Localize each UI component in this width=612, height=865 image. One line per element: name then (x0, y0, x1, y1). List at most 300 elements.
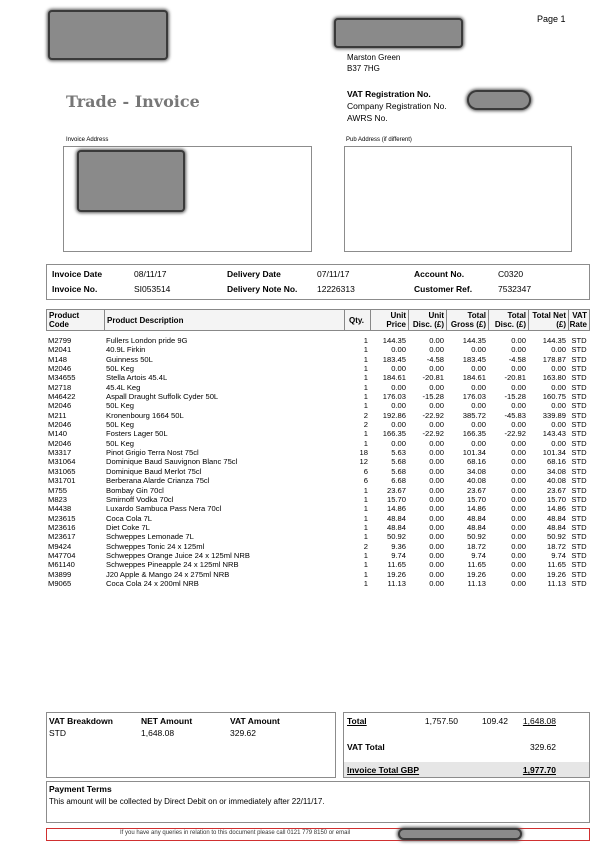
item-total-gross: 9.74 (471, 550, 486, 560)
item-qty: 1 (363, 429, 368, 439)
item-qty: 1 (363, 532, 368, 542)
table-row (46, 411, 590, 420)
payment-terms-text: This amount will be collected by Direct Debit on or immediately after 22/11/17. (49, 797, 325, 806)
item-qty: 1 (363, 382, 368, 392)
item-code: M3899 (48, 569, 72, 579)
item-unit-disc: 0.00 (429, 364, 444, 374)
item-vat-rate: STD (571, 410, 587, 420)
item-total-net: 14.86 (546, 504, 566, 514)
header-total-gross: Total Gross (£) (447, 310, 489, 330)
item-qty: 1 (363, 522, 368, 532)
item-description: 45.4L Keg (106, 382, 141, 392)
item-total-net: 160.75 (542, 392, 566, 402)
item-unit-disc: 0.00 (429, 494, 444, 504)
item-total-gross: 15.70 (466, 494, 486, 504)
invoice-no-value: SI053514 (134, 284, 171, 294)
item-total-disc: 0.00 (511, 494, 526, 504)
vat-breakdown-vat: 329.62 (230, 728, 256, 738)
table-row (46, 383, 590, 392)
invoice-total-label: Invoice Total GBP (347, 765, 420, 775)
item-total-net: 15.70 (546, 494, 566, 504)
item-description: Schweppes Tonic 24 x 125ml (106, 541, 205, 551)
item-total-gross: 48.84 (466, 513, 486, 523)
item-total-net: 144.35 (542, 336, 566, 345)
item-total-gross: 0.00 (471, 382, 486, 392)
item-vat-rate: STD (571, 420, 587, 430)
item-total-gross: 183.45 (462, 354, 486, 364)
item-vat-rate: STD (571, 504, 587, 514)
item-total-gross: 14.86 (466, 504, 486, 514)
item-qty: 1 (363, 550, 368, 560)
item-description: Stella Artois 45.4L (106, 373, 168, 383)
item-total-disc: -4.58 (508, 354, 526, 364)
item-qty: 1 (363, 336, 368, 345)
item-code: M3317 (48, 448, 72, 458)
table-row (46, 336, 590, 345)
item-qty: 2 (363, 541, 368, 551)
item-total-net: 0.00 (551, 345, 566, 355)
item-unit-disc: -15.28 (422, 392, 444, 402)
item-code: M31064 (48, 457, 76, 467)
item-vat-rate: STD (571, 578, 587, 588)
item-code: M2046 (48, 401, 72, 411)
item-unit-price: 9.74 (391, 550, 406, 560)
item-total-net: 0.00 (551, 420, 566, 430)
invoice-date-label: Invoice Date (52, 269, 103, 279)
item-code: M9424 (48, 541, 72, 551)
vat-registration-label: VAT Registration No. (347, 89, 431, 99)
footer-query-text: If you have any queries in relation to this document please call 0121 779 8150 or email (120, 830, 351, 836)
item-total-disc: 0.00 (511, 569, 526, 579)
item-total-disc: -15.28 (504, 392, 526, 402)
item-total-disc: 0.00 (511, 448, 526, 458)
items-header (46, 309, 590, 331)
document-title: Trade - Invoice (66, 92, 200, 111)
header-product-code: Product Code (47, 310, 105, 330)
item-unit-price: 9.36 (391, 541, 406, 551)
item-unit-disc: 0.00 (429, 420, 444, 430)
item-vat-rate: STD (571, 476, 587, 486)
item-total-disc: 0.00 (511, 522, 526, 532)
item-total-gross: 40.08 (466, 476, 486, 486)
item-qty: 1 (363, 485, 368, 495)
vat-breakdown-label: VAT Breakdown (49, 716, 113, 726)
item-unit-price: 48.84 (386, 513, 406, 523)
invoice-total-value: 1,977.70 (522, 765, 556, 775)
vat-total-label: VAT Total (347, 742, 385, 752)
item-qty: 1 (363, 569, 368, 579)
item-code: M2718 (48, 382, 72, 392)
item-total-disc: 0.00 (511, 336, 526, 345)
item-unit-price: 0.00 (391, 438, 406, 448)
delivery-date-label: Delivery Date (227, 269, 281, 279)
item-description: Dominique Baud Sauvignon Blanc 75cl (106, 457, 238, 467)
item-total-net: 34.08 (546, 466, 566, 476)
account-no-value: C0320 (498, 269, 524, 279)
table-row (46, 392, 590, 401)
item-total-disc: 0.00 (511, 560, 526, 570)
item-unit-disc: 0.00 (429, 485, 444, 495)
item-total-disc: -45.83 (504, 410, 526, 420)
header-vat-rate: VAT Rate (569, 311, 587, 329)
invoice-date-value: 08/11/17 (134, 269, 167, 279)
table-row (46, 504, 590, 513)
vat-amount-label: VAT Amount (230, 716, 280, 726)
delivery-date-value: 07/11/17 (317, 269, 350, 279)
item-unit-disc: -22.92 (422, 429, 444, 439)
item-vat-rate: STD (571, 522, 587, 532)
item-description: Coca Cola 24 x 200ml NRB (106, 578, 199, 588)
item-unit-price: 166.35 (382, 429, 406, 439)
item-unit-price: 19.26 (386, 569, 406, 579)
item-unit-disc: 0.00 (429, 532, 444, 542)
item-unit-price: 11.65 (387, 560, 406, 570)
item-unit-disc: 0.00 (429, 569, 444, 579)
item-unit-price: 50.92 (386, 532, 406, 542)
item-vat-rate: STD (571, 438, 587, 448)
item-description: Dominique Baud Merlot 75cl (106, 466, 202, 476)
item-total-net: 68.16 (546, 457, 566, 467)
item-unit-disc: 0.00 (429, 345, 444, 355)
table-row (46, 373, 590, 382)
header-unit-price: Unit Price (371, 310, 409, 330)
redacted-invoice-address (79, 152, 183, 210)
item-description: Kronenbourg 1664 50L (106, 410, 184, 420)
item-description: Schweppes Lemonade 7L (106, 532, 194, 542)
item-description: Diet Coke 7L (106, 522, 150, 532)
item-unit-price: 144.35 (382, 336, 406, 345)
item-unit-price: 6.68 (391, 476, 406, 486)
item-description: Coca Cola 7L (106, 513, 153, 523)
table-row (46, 448, 590, 457)
item-qty: 12 (359, 457, 368, 467)
pub-address-label: Pub Address (if different) (346, 137, 412, 143)
item-code: M61140 (48, 560, 75, 570)
item-unit-price: 0.00 (391, 401, 406, 411)
item-unit-price: 23.67 (386, 485, 406, 495)
item-code: M47704 (48, 550, 76, 560)
total-disc: 109.42 (482, 716, 508, 726)
item-unit-disc: 0.00 (429, 382, 444, 392)
table-row (46, 570, 590, 579)
customer-ref-label: Customer Ref. (414, 284, 473, 294)
item-unit-price: 176.03 (382, 392, 406, 402)
item-description: Schweppes Pineapple 24 x 125ml NRB (106, 560, 239, 570)
total-net: 1,648.08 (522, 716, 556, 726)
item-description: 40.9L Firkin (106, 345, 146, 355)
item-unit-price: 5.68 (391, 466, 406, 476)
item-code: M2046 (48, 438, 72, 448)
item-qty: 2 (363, 410, 368, 420)
item-qty: 1 (363, 504, 368, 514)
item-unit-disc: -22.92 (422, 410, 444, 420)
vat-breakdown-net: 1,648.08 (141, 728, 175, 738)
item-unit-price: 15.70 (386, 494, 406, 504)
item-description: Pinot Grigio Terra Nost 75cl (106, 448, 199, 458)
table-row (46, 542, 590, 551)
item-qty: 1 (363, 438, 368, 448)
item-vat-rate: STD (571, 513, 587, 523)
item-unit-price: 11.13 (387, 578, 406, 588)
item-total-net: 143.43 (542, 429, 566, 439)
vat-breakdown-code: STD (49, 728, 66, 738)
header-total-net: Total Net (£) (529, 310, 569, 330)
item-unit-disc: 0.00 (429, 578, 444, 588)
item-total-disc: -20.81 (504, 373, 526, 383)
invoice-address-label: Invoice Address (66, 137, 109, 143)
item-total-net: 0.00 (551, 364, 566, 374)
item-total-net: 178.87 (542, 354, 566, 364)
item-vat-rate: STD (571, 541, 587, 551)
item-total-gross: 18.72 (466, 541, 486, 551)
item-vat-rate: STD (571, 336, 587, 345)
item-vat-rate: STD (571, 457, 587, 467)
item-unit-disc: 0.00 (429, 513, 444, 523)
item-unit-price: 192.86 (382, 410, 406, 420)
item-code: M2799 (48, 336, 72, 345)
item-unit-disc: 0.00 (429, 541, 444, 551)
item-description: Smirnoff Vodka 70cl (106, 494, 174, 504)
item-vat-rate: STD (571, 401, 587, 411)
item-code: M2046 (48, 364, 72, 374)
item-unit-price: 0.00 (391, 364, 406, 374)
item-description: 50L Keg (106, 364, 135, 374)
item-total-disc: 0.00 (511, 504, 526, 514)
vat-total-value: 329.62 (530, 742, 556, 752)
delivery-note-label: Delivery Note No. (227, 284, 298, 294)
item-vat-rate: STD (571, 550, 587, 560)
item-qty: 1 (363, 392, 368, 402)
item-vat-rate: STD (571, 354, 587, 364)
item-unit-disc: -4.58 (426, 354, 444, 364)
item-total-disc: -22.92 (504, 429, 526, 439)
item-qty: 6 (363, 466, 368, 476)
item-unit-price: 0.00 (391, 382, 406, 392)
item-total-net: 11.65 (547, 560, 566, 570)
item-vat-rate: STD (571, 494, 587, 504)
item-unit-price: 0.00 (391, 345, 406, 355)
table-row (46, 560, 590, 569)
item-description: Fosters Lager 50L (106, 429, 168, 439)
table-row (46, 345, 590, 354)
item-qty: 1 (363, 560, 368, 570)
item-vat-rate: STD (571, 382, 587, 392)
item-unit-price: 5.63 (391, 448, 406, 458)
item-qty: 1 (363, 364, 368, 374)
item-unit-price: 14.86 (386, 504, 406, 514)
item-vat-rate: STD (571, 429, 587, 439)
item-code: M148 (48, 354, 67, 364)
item-code: M9065 (48, 578, 72, 588)
header-product-description: Product Description (105, 310, 345, 330)
item-total-gross: 0.00 (471, 438, 486, 448)
item-unit-disc: 0.00 (429, 476, 444, 486)
table-row (46, 476, 590, 485)
total-gross: 1,757.50 (424, 716, 458, 726)
table-row (46, 401, 590, 410)
item-description: 50L Keg (106, 401, 135, 411)
table-row (46, 579, 590, 588)
page-number: Page 1 (537, 14, 566, 24)
table-row (46, 495, 590, 504)
table-row (46, 439, 590, 448)
item-description: J20 Apple & Mango 24 x 275ml NRB (106, 569, 230, 579)
item-total-gross: 101.34 (462, 448, 486, 458)
item-unit-disc: -20.81 (422, 373, 444, 383)
item-unit-price: 0.00 (391, 420, 406, 430)
item-qty: 1 (363, 345, 368, 355)
item-qty: 6 (363, 476, 368, 486)
item-code: M4438 (48, 504, 72, 514)
item-total-gross: 0.00 (471, 420, 486, 430)
item-vat-rate: STD (571, 373, 587, 383)
item-qty: 1 (363, 494, 368, 504)
item-total-disc: 0.00 (511, 438, 526, 448)
item-code: M31701 (48, 476, 76, 486)
invoice-no-label: Invoice No. (52, 284, 98, 294)
item-description: Berberana Alarde Crianza 75cl (106, 476, 210, 486)
item-total-gross: 50.92 (466, 532, 486, 542)
delivery-note-value: 12226313 (317, 284, 355, 294)
item-total-net: 0.00 (551, 401, 566, 411)
item-qty: 18 (359, 448, 368, 458)
item-unit-price: 5.68 (391, 457, 406, 467)
item-code: M2041 (48, 345, 72, 355)
item-total-disc: 0.00 (511, 382, 526, 392)
pub-address-box (344, 146, 572, 252)
item-unit-disc: 0.00 (429, 522, 444, 532)
customer-ref-value: 7532347 (498, 284, 532, 294)
item-code: M23617 (48, 532, 76, 542)
header-total-disc: Total Disc. (£) (489, 310, 529, 330)
company-address-line-2: B37 7HG (347, 64, 380, 73)
item-total-net: 19.26 (546, 569, 566, 579)
item-total-gross: 23.67 (466, 485, 486, 495)
table-row (46, 364, 590, 373)
item-total-gross: 19.26 (466, 569, 486, 579)
item-total-net: 101.34 (542, 448, 566, 458)
company-registration-label: Company Registration No. (347, 101, 447, 111)
item-total-net: 40.08 (546, 476, 566, 486)
item-total-gross: 144.35 (462, 336, 486, 345)
item-code: M46422 (48, 392, 76, 402)
item-total-net: 48.84 (546, 513, 566, 523)
item-vat-rate: STD (571, 466, 587, 476)
item-total-gross: 385.72 (462, 410, 486, 420)
item-description: 50L Keg (106, 420, 135, 430)
table-row (46, 486, 590, 495)
item-total-gross: 166.35 (462, 429, 486, 439)
redacted-logo (50, 12, 166, 58)
table-row (46, 429, 590, 438)
redacted-registration-numbers (469, 92, 529, 108)
item-unit-disc: 0.00 (429, 438, 444, 448)
item-unit-price: 183.45 (382, 354, 406, 364)
item-code: M23616 (48, 522, 76, 532)
item-total-gross: 11.65 (467, 560, 486, 570)
table-row (46, 532, 590, 541)
item-unit-price: 48.84 (386, 522, 406, 532)
item-qty: 1 (363, 401, 368, 411)
item-total-net: 0.00 (551, 438, 566, 448)
item-total-disc: 0.00 (511, 513, 526, 523)
item-description: Luxardo Sambuca Pass Nera 70cl (106, 504, 222, 514)
item-total-disc: 0.00 (511, 345, 526, 355)
item-description: 50L Keg (106, 438, 135, 448)
item-total-net: 0.00 (551, 382, 566, 392)
item-total-disc: 0.00 (511, 550, 526, 560)
item-qty: 1 (363, 578, 368, 588)
item-vat-rate: STD (571, 448, 587, 458)
item-qty: 1 (363, 373, 368, 383)
item-total-disc: 0.00 (511, 541, 526, 551)
item-code: M140 (48, 429, 67, 439)
item-unit-disc: 0.00 (429, 448, 444, 458)
item-total-disc: 0.00 (511, 466, 526, 476)
header-qty: Qty. (345, 310, 371, 330)
total-label: Total (347, 716, 367, 726)
item-unit-price: 184.61 (382, 373, 406, 383)
item-total-gross: 11.13 (467, 578, 486, 588)
item-total-gross: 0.00 (471, 364, 486, 374)
account-no-label: Account No. (414, 269, 465, 279)
item-code: M211 (48, 410, 67, 420)
item-total-disc: 0.00 (511, 364, 526, 374)
items-table (46, 336, 590, 588)
item-total-disc: 0.00 (511, 401, 526, 411)
item-code: M2046 (48, 420, 72, 430)
header-unit-disc: Unit Disc. (£) (409, 310, 447, 330)
item-unit-disc: 0.00 (429, 560, 444, 570)
redacted-footer-email (400, 830, 520, 838)
item-total-gross: 0.00 (471, 345, 486, 355)
item-qty: 1 (363, 513, 368, 523)
item-code: M34655 (48, 373, 76, 383)
item-total-gross: 0.00 (471, 401, 486, 411)
item-unit-disc: 0.00 (429, 457, 444, 467)
item-qty: 2 (363, 420, 368, 430)
item-total-gross: 176.03 (462, 392, 486, 402)
item-code: M755 (48, 485, 67, 495)
table-row (46, 457, 590, 466)
item-total-net: 163.80 (542, 373, 566, 383)
item-vat-rate: STD (571, 485, 587, 495)
item-total-gross: 48.84 (466, 522, 486, 532)
net-amount-label: NET Amount (141, 716, 193, 726)
table-row (46, 523, 590, 532)
item-vat-rate: STD (571, 345, 587, 355)
table-row (46, 420, 590, 429)
item-total-disc: 0.00 (511, 532, 526, 542)
item-unit-disc: 0.00 (429, 466, 444, 476)
item-total-disc: 0.00 (511, 476, 526, 486)
awrs-label: AWRS No. (347, 113, 388, 123)
item-total-net: 23.67 (546, 485, 566, 495)
item-total-disc: 0.00 (511, 457, 526, 467)
item-total-net: 11.13 (547, 578, 566, 588)
payment-terms-label: Payment Terms (49, 784, 112, 794)
item-vat-rate: STD (571, 560, 587, 570)
table-row (46, 467, 590, 476)
item-unit-disc: 0.00 (429, 336, 444, 345)
item-description: Bombay Gin 70cl (106, 485, 164, 495)
table-row (46, 514, 590, 523)
item-description: Fullers London pride 9G (106, 336, 188, 345)
item-total-gross: 184.61 (462, 373, 486, 383)
item-unit-disc: 0.00 (429, 401, 444, 411)
item-total-net: 50.92 (546, 532, 566, 542)
item-total-net: 339.89 (542, 410, 566, 420)
